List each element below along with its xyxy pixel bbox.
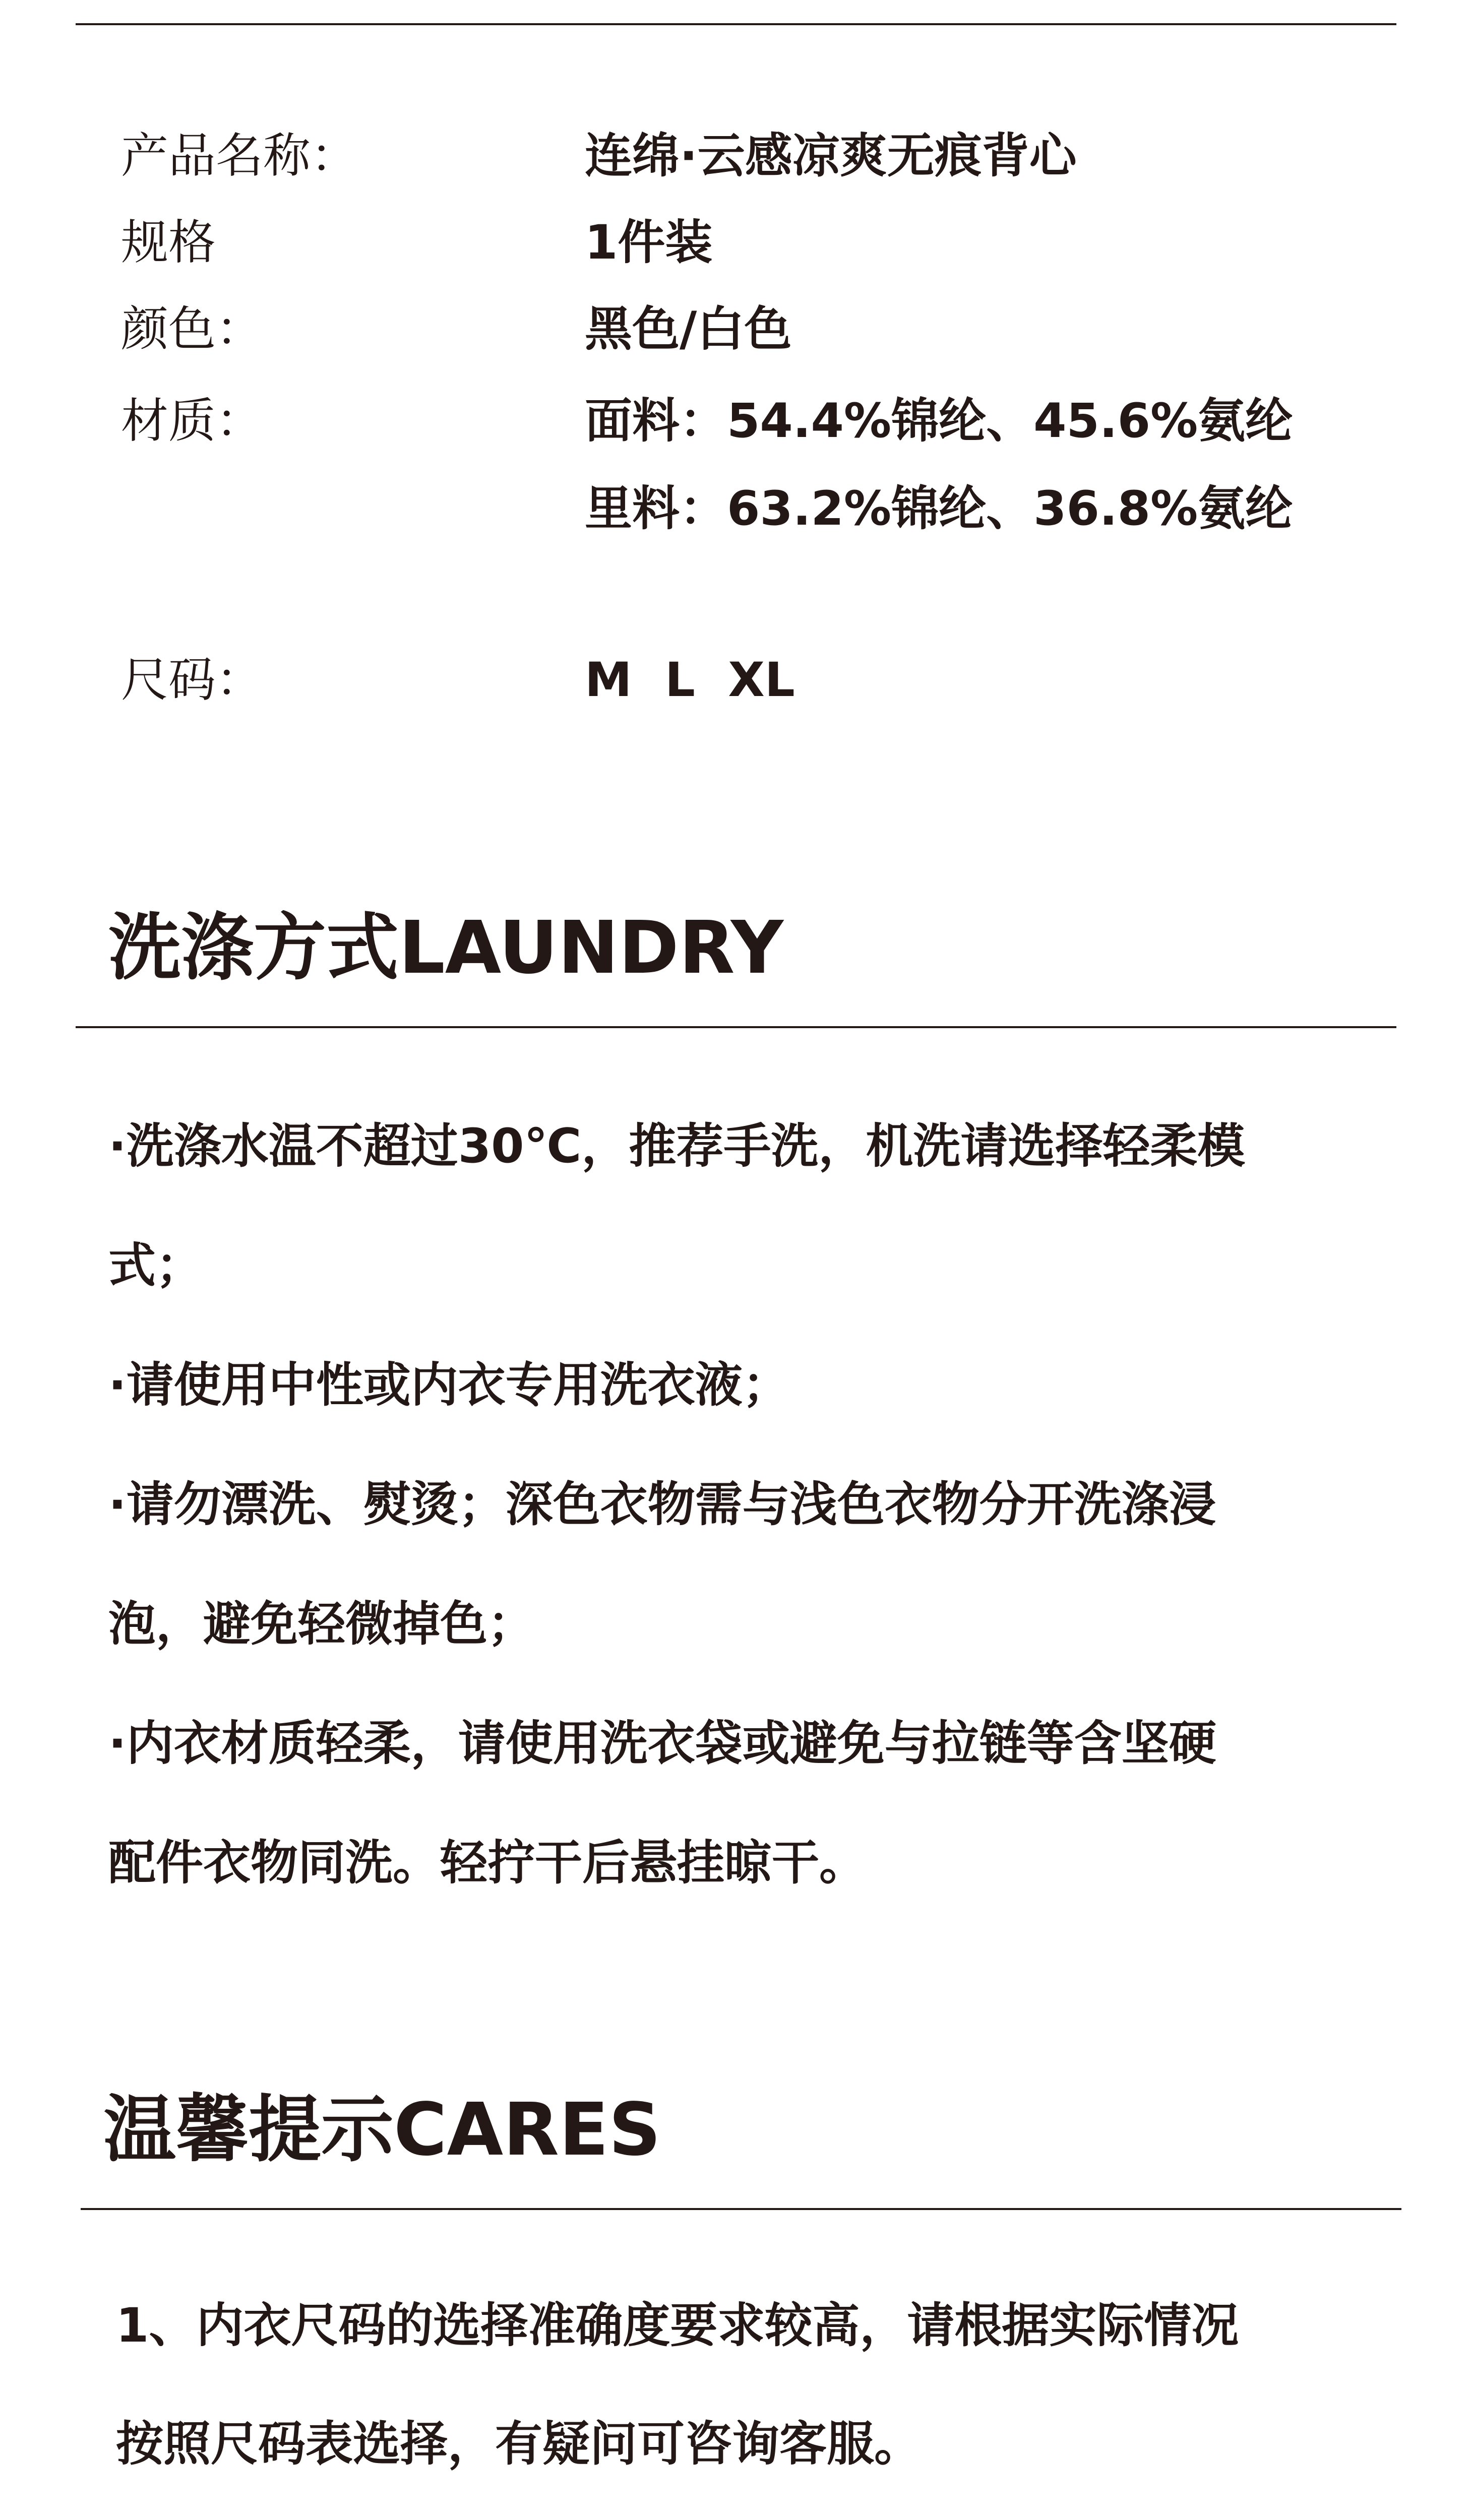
laundry-title: 洗涤方式LAUNDRY	[108, 905, 784, 990]
laundry-line-7: 配件衣物同洗。轻拧干后悬挂晾干。	[108, 1836, 867, 1891]
spec-value-material-lining: 里料：63.2%锦纶、36.8%氨纶	[585, 481, 1293, 536]
laundry-line-1: ·洗涤水温不超过30℃，推荐手洗，机洗请选择轻柔模	[108, 1119, 1245, 1174]
spec-label-color: 颜色：	[121, 302, 264, 357]
spec-label-spec: 规格	[121, 215, 216, 270]
spec-value-color: 黑色/白色	[585, 302, 792, 357]
spec-label-size: 尺码：	[121, 653, 264, 708]
laundry-line-5: 泡，避免轻微掉色；	[108, 1597, 535, 1652]
top-divider	[76, 23, 1396, 25]
spec-value-material-outer: 面料：54.4%锦纶、45.6%氨纶	[585, 394, 1293, 449]
cares-divider	[81, 2208, 1401, 2210]
spec-value-size: M L XL	[585, 653, 795, 708]
laundry-line-2: 式；	[108, 1238, 204, 1293]
spec-value-spec: 1件装	[585, 215, 713, 270]
laundry-line-6: ·内衣材质轻柔，请使用洗衣袋或避免与拉链等含坚硬	[108, 1716, 1216, 1771]
spec-label-name: 产品名称：	[121, 129, 358, 183]
cares-line-2: 按照尺码表选择，有疑问可咨询客服。	[116, 2417, 922, 2472]
laundry-divider	[76, 1026, 1396, 1028]
cares-title: 温馨提示CARES	[103, 2087, 661, 2172]
cares-line-1: 1、内衣尺码的选择准确度要求较高，请根据实际情况	[116, 2298, 1239, 2353]
spec-value-name: 连绵·云感凉爽无痕背心	[585, 129, 1077, 183]
laundry-line-4: ·请勿漂洗、熨烫；深色衣物需与浅色衣物分开洗涤浸	[108, 1477, 1216, 1532]
laundry-line-3: ·请使用中性或内衣专用洗衣液；	[108, 1358, 790, 1413]
spec-label-material: 材质：	[121, 394, 264, 449]
